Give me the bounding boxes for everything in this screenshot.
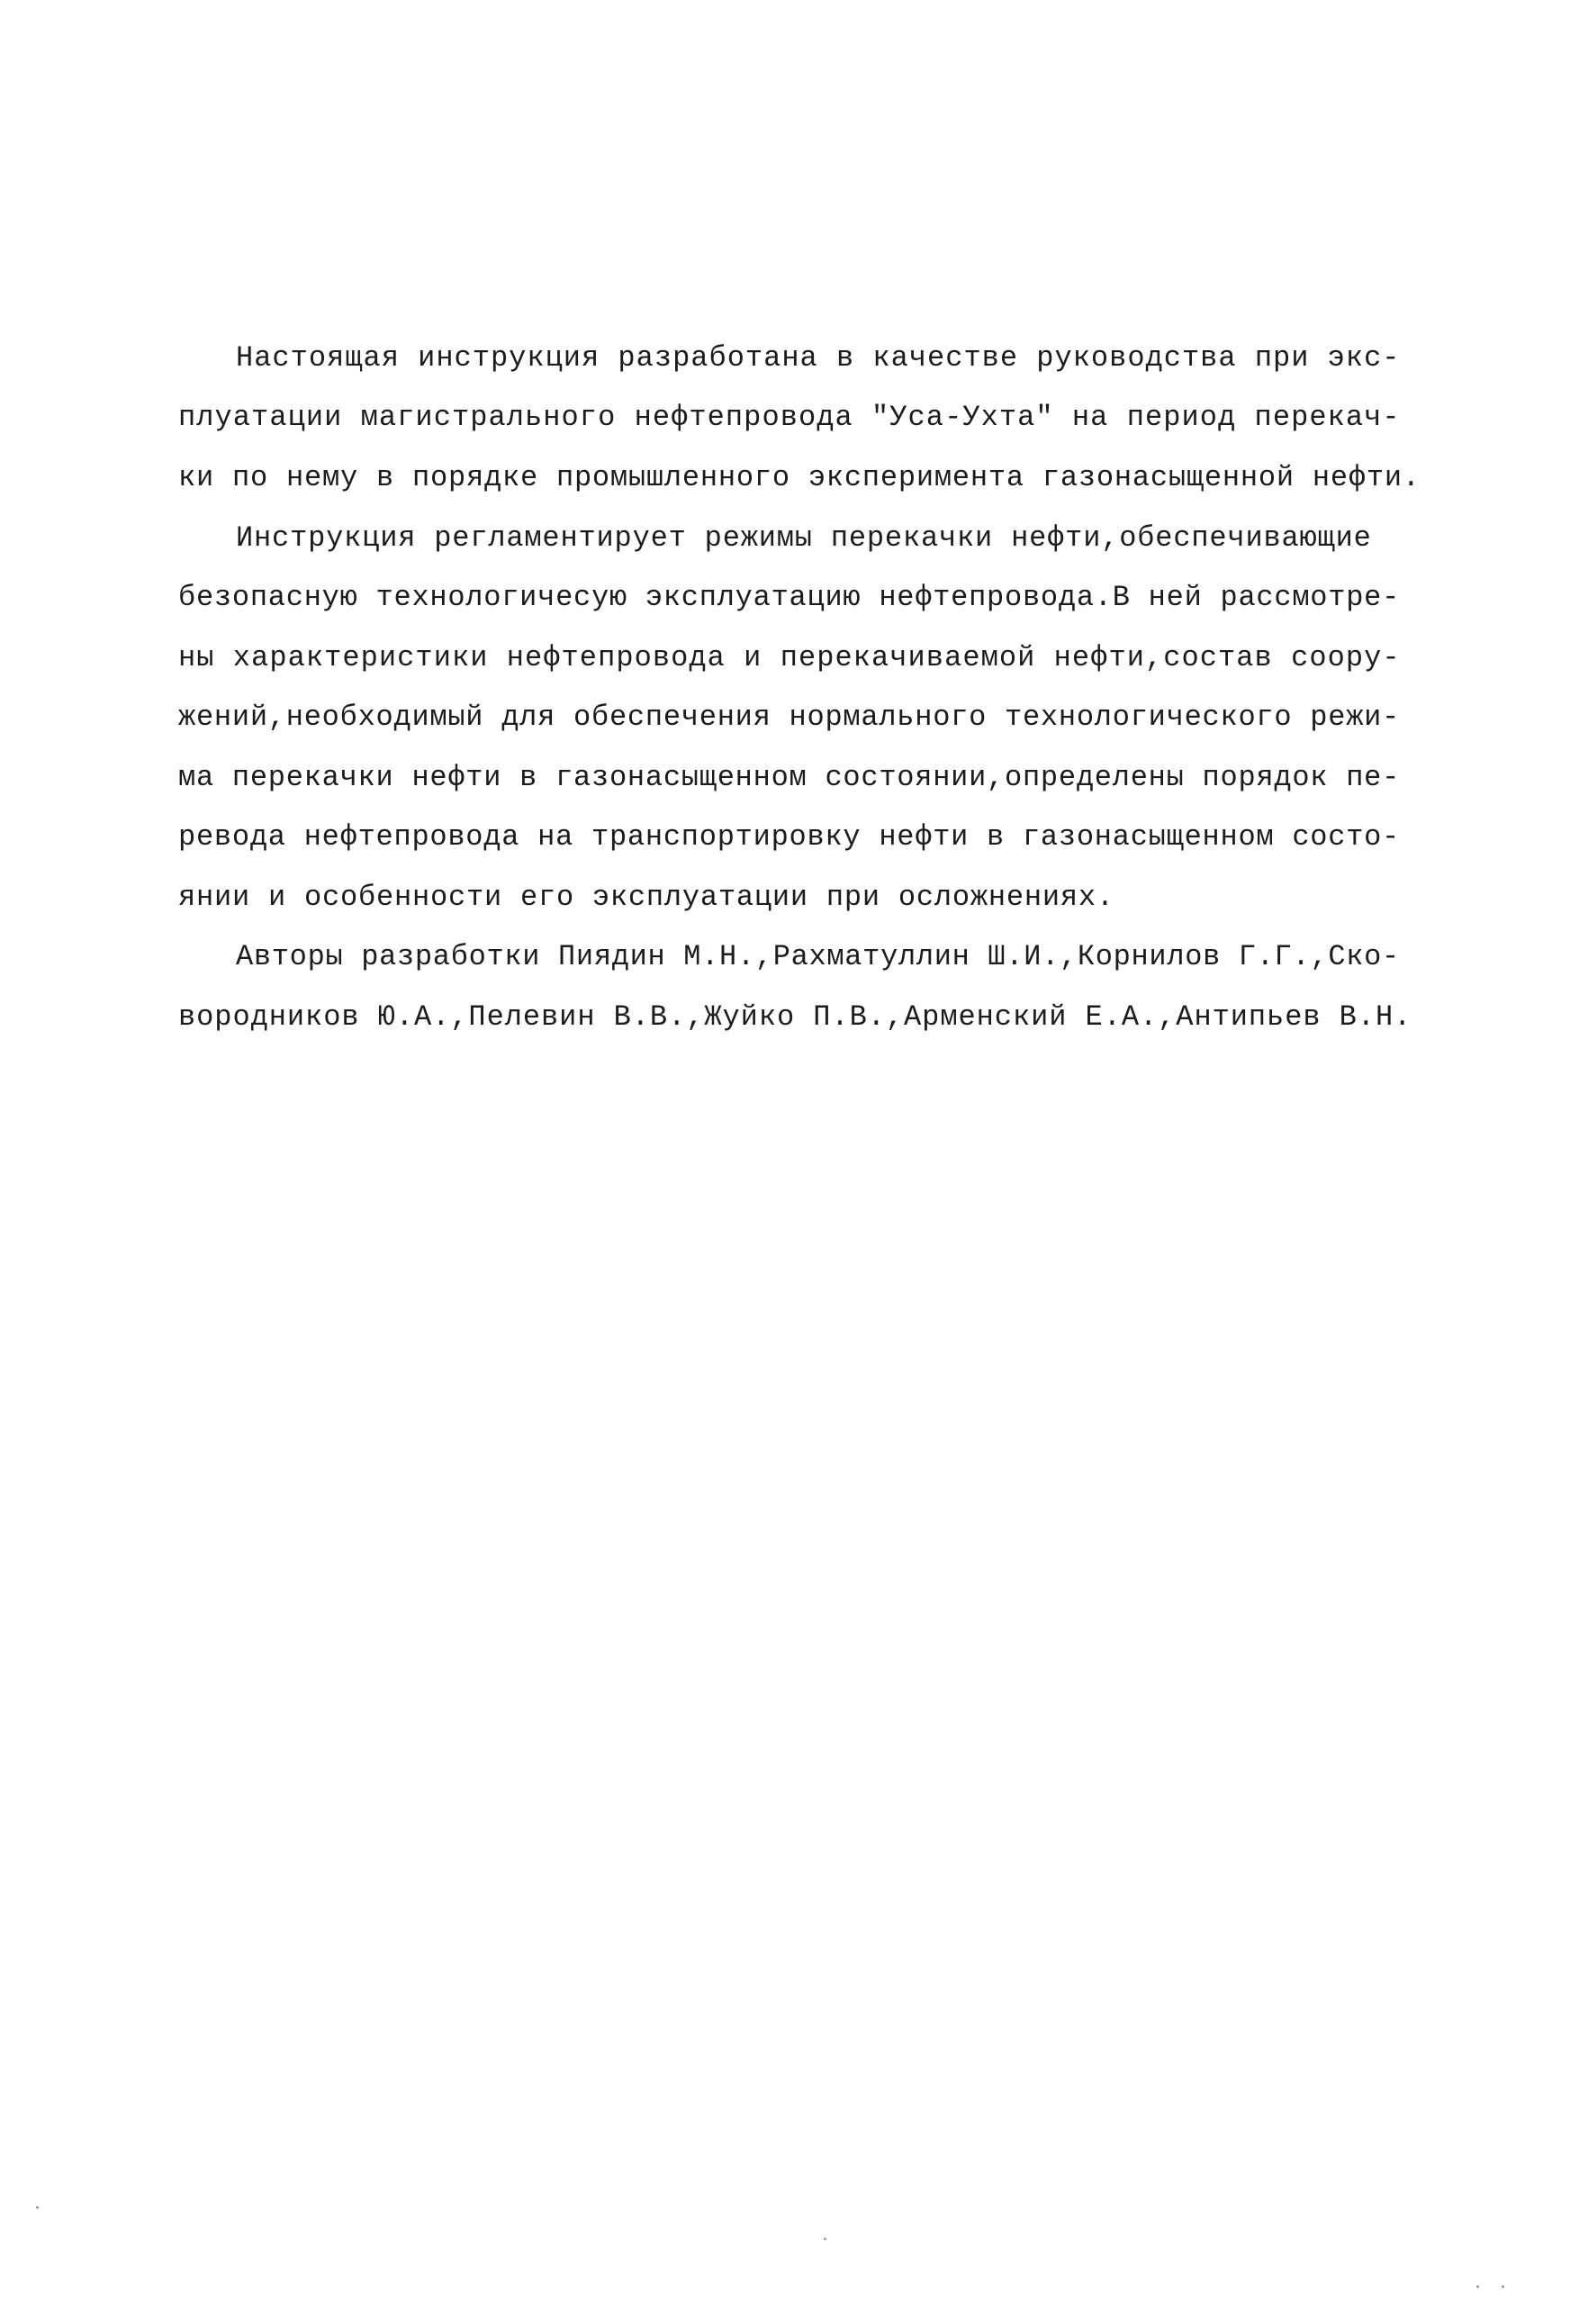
paragraph-2-line-7: янии и особенности его эксплуатации при осложнениях. bbox=[178, 881, 1114, 914]
scan-speck bbox=[36, 2206, 39, 2209]
paragraph-1-line-1: Настоящая инструкция разработана в качестве руководства при экс- bbox=[236, 341, 1401, 375]
paragraph-2-line-3: ны характеристики нефтепровода и перекачиваемой нефти,состав соору- bbox=[178, 641, 1401, 674]
paragraph-2-line-5: ма перекачки нефти в газонасыщенном состоянии,определены порядок пе- bbox=[178, 761, 1401, 794]
paragraph-2-line-2: безопасную технологичесую эксплуатацию нефтепровода.В ней рассмотре- bbox=[178, 581, 1401, 614]
paragraph-2-line-6: ревода нефтепровода на транспортировку нефти в газонасыщенном состо- bbox=[178, 820, 1401, 854]
paragraph-2-line-4: жений,необходимый для обеспечения нормального технологического режи- bbox=[178, 701, 1401, 734]
scan-speck bbox=[1502, 2285, 1504, 2288]
scan-speck bbox=[1476, 2285, 1479, 2288]
paragraph-2-line-1: Инструкция регламентирует режимы перекачки нефти,обеспечивающие bbox=[236, 521, 1372, 555]
paragraph-3-line-1: Авторы разработки Пиядин М.Н.,Рахматуллин Ш.И.,Корнилов Г.Г.,Ско- bbox=[236, 940, 1400, 973]
scan-speck bbox=[824, 2238, 826, 2240]
paragraph-1-line-2: плуатации магистрального нефтепровода "Уса-Ухта" на период перекач- bbox=[178, 401, 1401, 434]
paragraph-3-line-2: вородников Ю.А.,Пелевин В.В.,Жуйко П.В.,Арменский Е.А.,Антипьев В.Н. bbox=[178, 1000, 1412, 1034]
paragraph-1-line-3: ки по нему в порядке промышленного эксперимента газонасыщенной нефти. bbox=[178, 461, 1421, 494]
